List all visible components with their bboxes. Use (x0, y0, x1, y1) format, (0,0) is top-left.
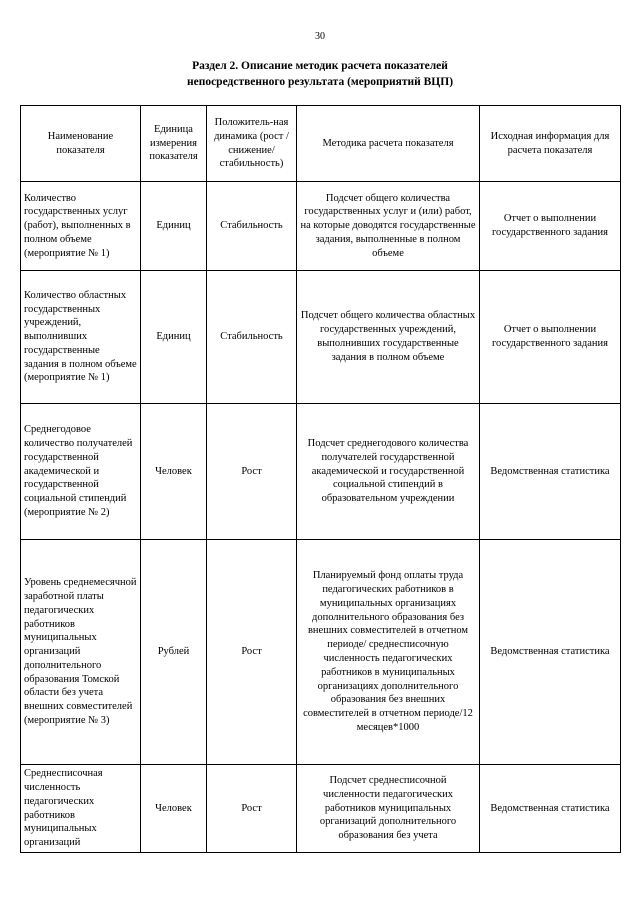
cell-dynamics: Стабильность (207, 271, 297, 404)
cell-method: Планируемый фонд оплаты труда педагогических работников в муниципальных организациях дополнительного образования без внешних совместителей в отчетном периоде/ среднесписочную численность педагогических работников в муниципальных организациях дополнительного образования без внешних совместителей в отчетном периоде/12 месяцев*1000 (297, 540, 480, 765)
header-source: Исходная информация для расчета показателя (480, 106, 621, 182)
cell-unit: Рублей (141, 540, 207, 765)
cell-source: Ведомственная статистика (480, 765, 621, 853)
table-row (21, 182, 621, 271)
cell-indicator-name: Количество государственных услуг (работ), выполненных в полном объеме (мероприятие № 1) (21, 182, 141, 271)
header-method: Методика расчета показателя (297, 106, 480, 182)
cell-dynamics: Стабильность (207, 182, 297, 271)
indicators-table (20, 105, 621, 853)
section-heading-line-1: Раздел 2. Описание методик расчета показателей (192, 60, 448, 72)
cell-method: Подсчет среднесписочной численности педагогических работников муниципальных организаций дополнительного образования без учета (297, 765, 480, 853)
header-indicator-name: Наименование показателя (21, 106, 141, 182)
cell-indicator-name: Количество областных государственных учреждений, выполнивших государственные задания в полном объеме (мероприятие № 1) (21, 271, 141, 404)
cell-source: Отчет о выполнении государственного задания (480, 182, 621, 271)
cell-method: Подсчет среднегодового количества получателей государственной академической и государственной социальной стипендий в образовательном учреждении (297, 404, 480, 540)
header-dynamics: Положитель-ная динамика (рост / снижение/ стабильность) (207, 106, 297, 182)
cell-indicator-name: Среднегодовое количество получателей государственной академической и государственной социальной стипендий (мероприятие № 2) (21, 404, 141, 540)
page-number: 30 (315, 31, 325, 42)
cell-source: Ведомственная статистика (480, 540, 621, 765)
cell-dynamics: Рост (207, 540, 297, 765)
table-row (21, 540, 621, 765)
table-row (21, 765, 621, 853)
section-heading-line-2: непосредственного результата (мероприятий ВЦП) (186, 76, 454, 88)
cell-method: Подсчет общего количества государственных услуг и (или) работ, на которые доводятся государственные задания, выполненные в полном объеме (297, 182, 480, 271)
header-unit: Единица измерения показателя (141, 106, 207, 182)
cell-unit: Человек (141, 765, 207, 853)
table-row (21, 404, 621, 540)
cell-indicator-name: Уровень среднемесячной заработной платы педагогических работников муниципальных организаций дополнительного образования Томской области без учета внешних совместителей (мероприятие № 3) (21, 540, 141, 765)
cell-dynamics: Рост (207, 765, 297, 853)
cell-method: Подсчет общего количества областных государственных учреждений, выполнивших государственные задания в полном объеме (297, 271, 480, 404)
cell-dynamics: Рост (207, 404, 297, 540)
section-heading (20, 58, 620, 90)
table-row (21, 271, 621, 404)
cell-unit: Единиц (141, 182, 207, 271)
table-header-row (21, 106, 621, 182)
cell-source: Ведомственная статистика (480, 404, 621, 540)
cell-source: Отчет о выполнении государственного задания (480, 271, 621, 404)
cell-indicator-name: Среднесписочная численность педагогических работников муниципальных организаций (21, 765, 141, 853)
cell-unit: Единиц (141, 271, 207, 404)
cell-unit: Человек (141, 404, 207, 540)
